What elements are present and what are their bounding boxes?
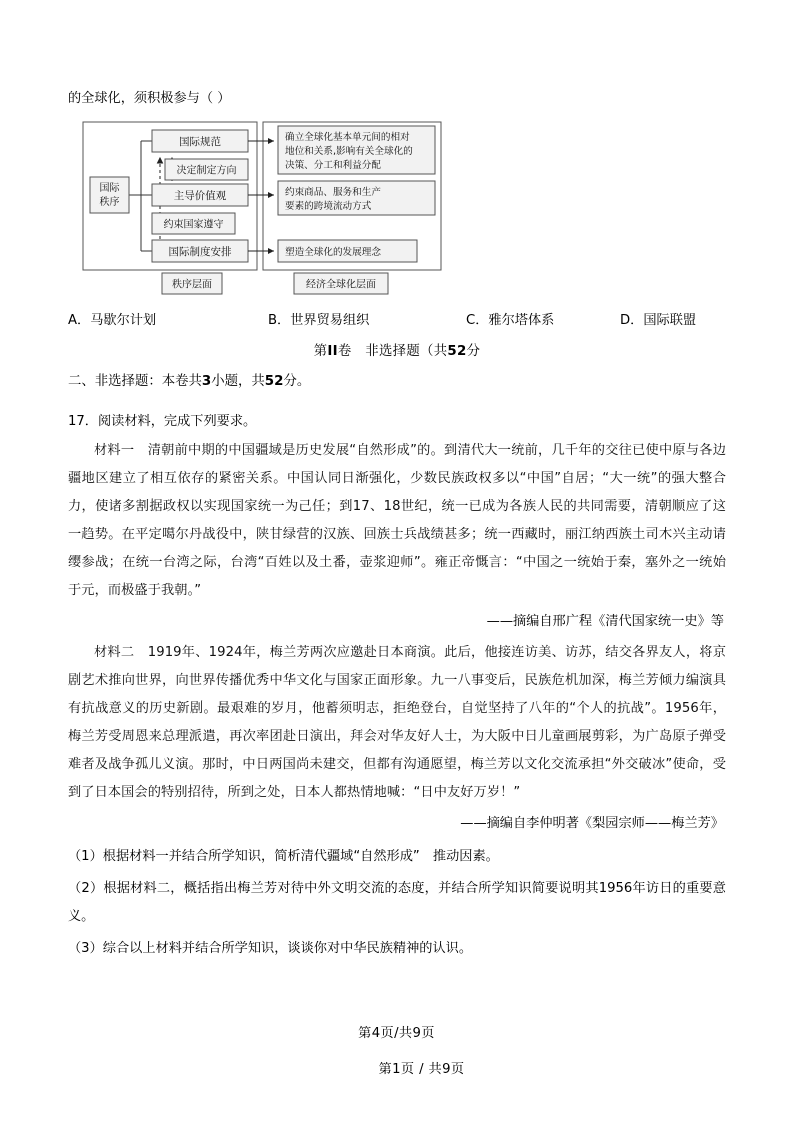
volume-suffix: 卷 非选择题（共: [337, 344, 448, 359]
option-a[interactable]: A．马歇尔计划: [68, 313, 157, 328]
section-two-suffix: 分。: [283, 374, 311, 389]
box-globalization-effect-1-line1: 确立全球化基本单元间的相对: [285, 132, 410, 143]
question-17-source-two: ——摘编自李仲明著《梨园宗师——梅兰芳》: [460, 816, 724, 831]
inner-page-footer: 第4页/共9页: [358, 1026, 435, 1041]
question-17-sub-1: （1）根据材料一并结合所学知识，简析清代疆域“自然形成” 推动因素。: [68, 849, 499, 864]
section-two-heading: [68, 367, 726, 397]
volume-roman: II: [327, 344, 338, 359]
box-decision-direction-label: 决定制定方向: [176, 165, 237, 177]
question-17-source-one: ——摘编自邢广程《清代国家统一史》等: [486, 614, 724, 629]
box-international-norms-label: 国际规范: [179, 136, 221, 148]
section-two-score: 52: [264, 374, 284, 389]
question-17-material-one: 材料一 清朝前中期的中国疆域是历史发展“自然形成”的。到清代大一统前，几千年的交往已使中原与各边疆地区建立了相互依存的紧密关系。中国认同日渐强化，少数民族政权多以“中国”自居；“大一统”的强大整合力，使诸多割据政权以实现国家统一为己任；到17、18世纪，统一已成为各族人民的共同需要，清朝顺应了这一趋势。在平定噶尔丹战役中，陕甘绿营的汉族、回族士兵战绩甚多；统一西藏时，丽江纳西族土司木兴主动请缨参战；在统一台湾之际，台湾“百姓以及土番，壶浆迎师”。雍正帝慨言：“中国之一统始于秦，塞外之一统始于元，而极盛于我朝。”: [68, 443, 726, 598]
option-d[interactable]: D．国际联盟: [620, 313, 697, 328]
section-two-prefix: 二、非选择题：本卷共: [68, 374, 202, 389]
question-stem-continuation: 的全球化，须积极参与（ ）: [68, 91, 231, 106]
box-globalization-effect-2-line2: 要素的跨境流动方式: [285, 201, 372, 212]
box-institutional-arrangements-label: 国际制度安排: [168, 246, 232, 258]
label-globalization-layer: 经济全球化层面: [306, 279, 376, 291]
diagram-svg: [82, 121, 442, 299]
box-state-compliance-label: 约束国家遵守: [163, 219, 224, 231]
section-two-count: 3: [201, 374, 212, 389]
volume-two-heading: [68, 337, 726, 367]
root-box-line2: 秩序: [99, 197, 120, 208]
label-order-layer: 秩序层面: [172, 279, 212, 291]
page-content: [68, 86, 726, 963]
volume-score: 52: [447, 344, 467, 359]
answer-options: [68, 309, 726, 335]
option-c[interactable]: C．雅尔塔体系: [466, 313, 555, 328]
root-box-line1: 国际: [99, 183, 120, 194]
volume-tail: 分: [466, 344, 481, 359]
question-17-material-two: 材料二 1919年、1924年，梅兰芳两次应邀赴日本商演。此后，他接连访美、访苏，结交各界友人，将京剧艺术推向世界，向世界传播优秀中华文化与国家正面形象。九一八事变后，民族危机加深，梅兰芳倾力编演具有抗战意义的历史新剧。最艰难的岁月，他蓄须明志，拒绝登台，自觉坚持了八年的“个人的抗战”。1956年，梅兰芳受周恩来总理派遣，再次率团赴日演出，拜会对华友好人士，为大阪中日儿童画展剪彩，为广岛原子弹受难者及战争孤儿义演。那时，中日两国尚未建交，但都有沟通愿望，梅兰芳以文化交流承担“外交破冰”使命，受到了日本国会的特别招待，所到之处，日本人都热情地喊：“日中友好万岁！”: [68, 645, 726, 800]
outer-page-footer: 第1页 / 共9页: [378, 1062, 465, 1077]
box-globalization-effect-1-line2: 地位和关系,影响有关全球化的: [285, 146, 413, 157]
option-b[interactable]: B．世界贸易组织: [268, 313, 370, 328]
volume-prefix: 第: [313, 344, 328, 359]
section-two-middle: 小题，共: [211, 374, 265, 389]
international-order-globalization-diagram: [82, 121, 442, 299]
question-17-number: 17．阅读材料，完成下列要求。: [68, 414, 257, 429]
box-globalization-effect-3-line1: 塑造全球化的发展理念: [285, 247, 381, 258]
box-globalization-effect-1-line3: 决策、分工和利益分配: [285, 160, 381, 171]
box-dominant-values-label: 主导价值观: [173, 190, 227, 202]
question-17-sub-3: （3）综合以上材料并结合所学知识，谈谈你对中华民族精神的认识。: [68, 941, 473, 956]
question-17-sub-2: （2）根据材料二，概括指出梅兰芳对待中外文明交流的态度，并结合所学知识简要说明其1956年访日的重要意义。: [68, 881, 726, 924]
box-globalization-effect-2-line1: 约束商品、服务和生产: [285, 187, 381, 198]
